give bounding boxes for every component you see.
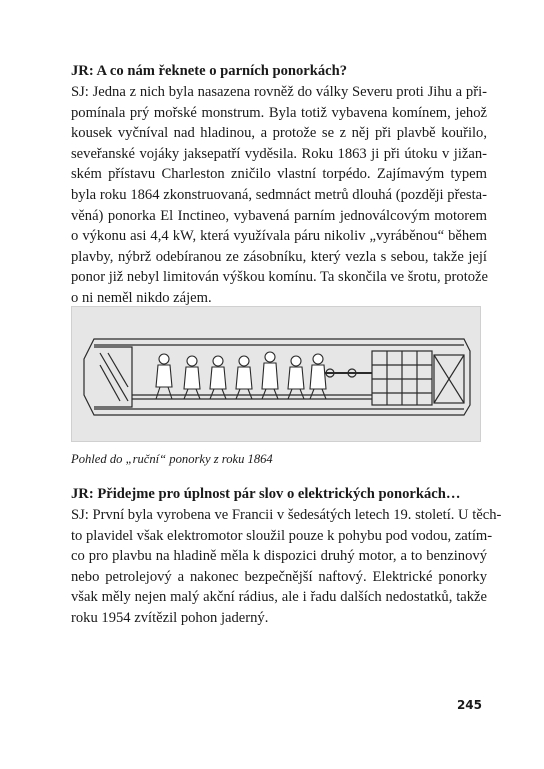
text-line: co pro plavbu na hladině měla k dispozici druhý motor, a to benzinový <box>71 548 487 565</box>
text-line: kousek vyčníval nad hladinou, a protože se z něj při plavbě kouřilo, <box>71 125 487 142</box>
text-line: o ni neměl nikdo zájem. <box>71 289 212 306</box>
text-line: SJ: První byla vyrobena ve Francii v šedesátých letech 19. století. U těch- <box>71 507 502 523</box>
text-line: ponor již nebyl limitován výškou komínu. Ta skončila ve šrotu, protože <box>71 269 488 286</box>
section-electric-submarines <box>71 484 502 629</box>
text-line: ském přístavu Charleston zničilo vlastní torpédo. Zajímavým typem <box>71 166 487 183</box>
submarine-cutaway-drawing <box>72 307 482 443</box>
question-heading: JR: Přidejme pro úplnost pár slov o elektrických ponorkách… <box>71 486 461 502</box>
text-line: nebo petrolejový a nakonec bezpečnější naftový. Elektrické ponorky <box>71 568 487 585</box>
section-steam-submarines <box>71 61 487 309</box>
text-line: seveřanské vojáky jaksepatří vyděsila. Roku 1863 ji při útoku v jižan- <box>71 145 487 162</box>
text-line: věná) ponorka El Inctineo, vybavená parním jednoválcovým motorem <box>71 207 487 224</box>
text-line: byla roku 1864 zkonstruovaná, sedmnáct metrů dlouhá (později přesta- <box>71 186 487 203</box>
answer-paragraph <box>71 82 487 309</box>
text-line: plavby, nýbrž odebíranou ze zásobníku, který vezla s sebou, takže její <box>71 248 487 265</box>
text-line: SJ: Jedna z nich byla nasazena rovněž do války Severu proti Jihu a při- <box>71 84 487 100</box>
text-line: pomínala prý mořské monstrum. Byla totiž vybavena komínem, jehož <box>71 104 487 121</box>
text-line: to plavidel však elektromotor sloužil pouze k pohybu pod vodou, zatím- <box>71 527 493 544</box>
figure-caption: Pohled do „ruční“ ponorky z roku 1864 <box>71 452 273 466</box>
question-heading: JR: A co nám řeknete o parních ponorkách? <box>71 63 348 79</box>
text-line: roku 1954 zvítězil pohon jaderný. <box>71 609 269 626</box>
text-line: však měly nejen malý akční rádius, ale i řadu dalších nedostatků, takže <box>71 589 487 606</box>
answer-paragraph <box>71 505 502 629</box>
submarine-illustration <box>71 306 481 442</box>
text-line: o výkonu asi 4,4 kW, která využívala páru nikoliv „vyráběnou“ během <box>71 228 487 245</box>
page-number: 245 <box>456 698 482 712</box>
